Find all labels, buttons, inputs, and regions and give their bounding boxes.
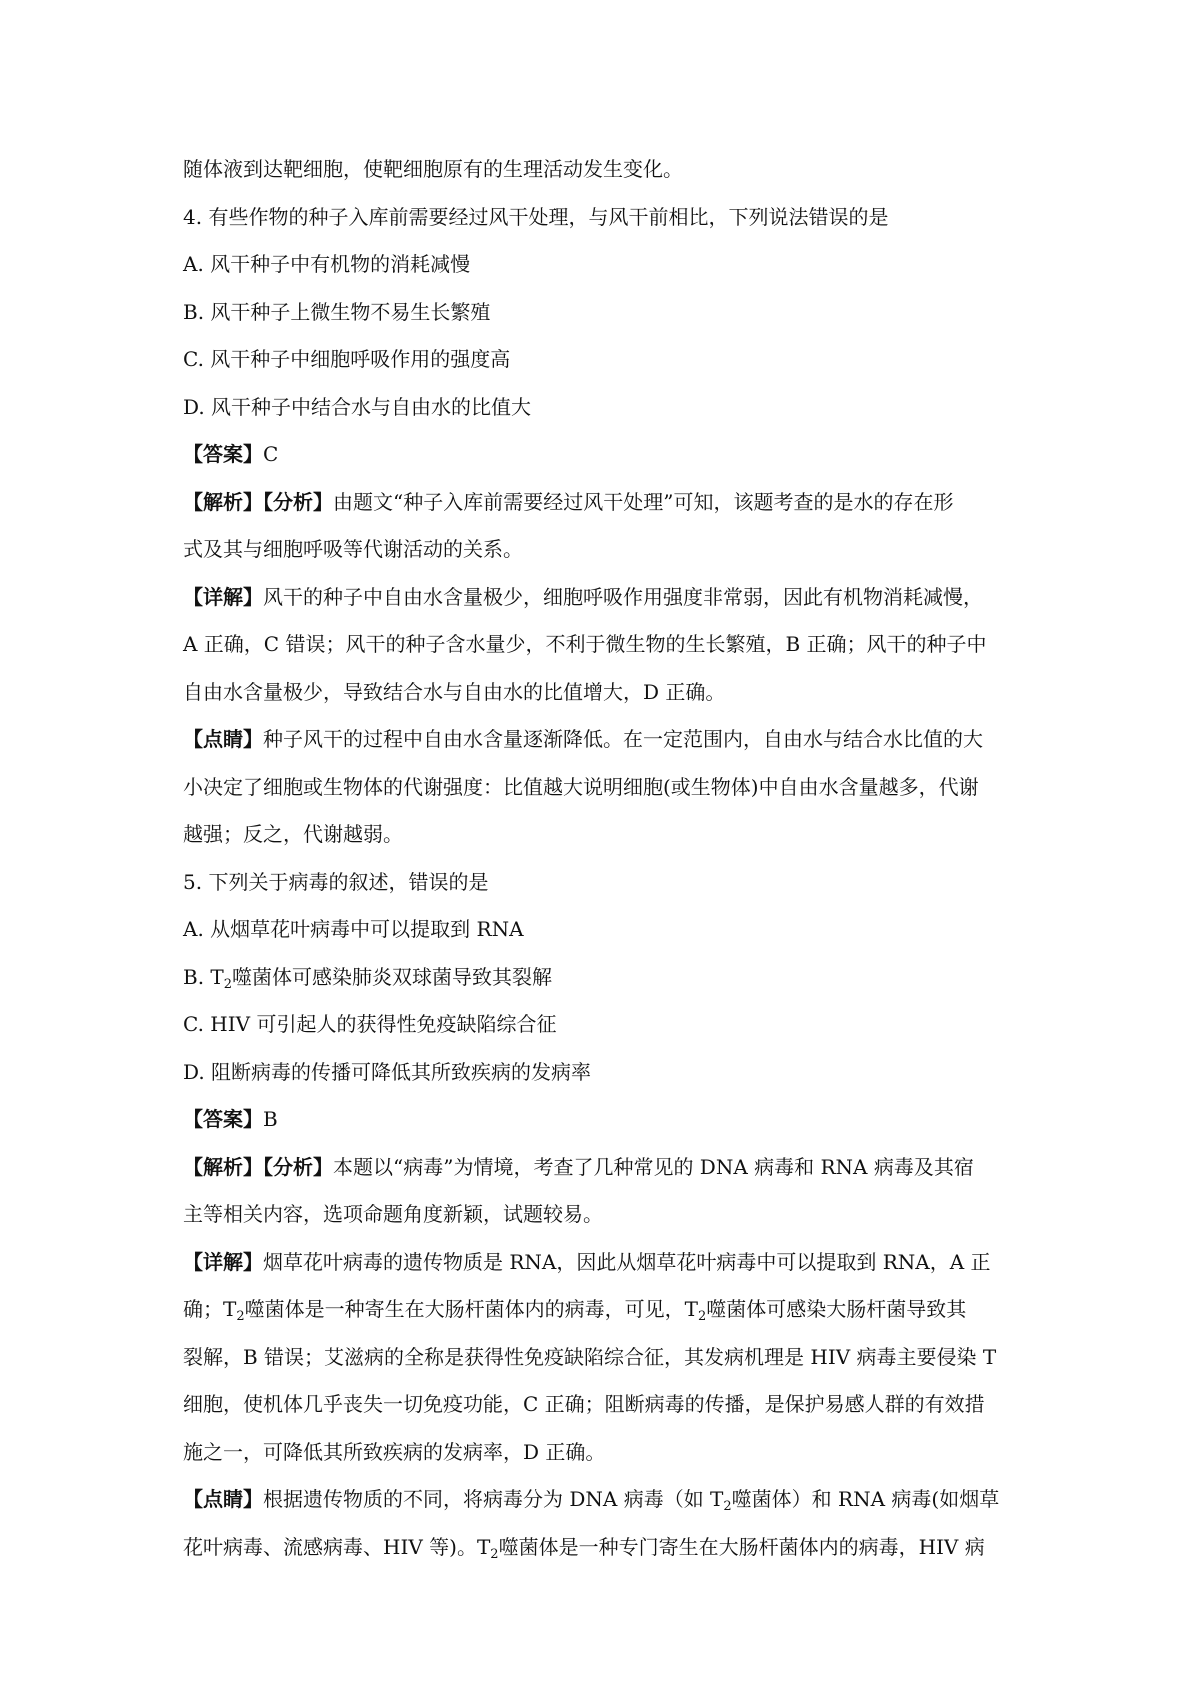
detail-text: 风干的种子中自由水含量极少，细胞呼吸作用强度非常弱，因此有机物消耗减慢， [263,584,983,609]
detail-text-c: 噬菌体可感染大肠杆菌导致其 [706,1297,967,1321]
answer-tag: 【答案】 [183,442,263,466]
detail-text: 烟草花叶病毒的遗传物质是 RNA，因此从烟草花叶病毒中可以提取到 RNA，A 正 [263,1249,991,1274]
note-tag: 【点睛】 [183,1487,263,1511]
question-5-option-d: D. 阻断病毒的传播可降低其所致疾病的发病率 [183,1059,592,1084]
answer-tag: 【答案】 [183,1107,263,1131]
subscript: 2 [697,1309,707,1324]
question-5-stem: 5. 下列关于病毒的叙述，错误的是 [183,869,489,894]
question-4-option-c: C. 风干种子中细胞呼吸作用的强度高 [183,347,511,371]
carry-over-line: 随体液到达靶细胞，使靶细胞原有的生理活动发生变化。 [183,157,683,181]
question-5-detail-line-5: 施之一，可降低其所致疾病的发病率，D 正确。 [183,1439,606,1464]
question-4-answer [183,431,1023,479]
question-4-option-a: A. 风干种子中有机物的消耗减慢 [183,252,471,276]
question-5-option-a: A. 从烟草花叶病毒中可以提取到 RNA [183,917,524,941]
question-5-note-line-2 [183,1524,1023,1572]
answer-value: C [263,442,279,466]
question-4-analysis-line-2: 式及其与细胞呼吸等代谢活动的关系。 [183,537,523,561]
note-text: 种子风干的过程中自由水含量逐渐降低。在一定范围内，自由水与结合水比值的大 [263,727,983,751]
note-tag: 【点睛】 [183,727,263,751]
question-5-note-line-1 [183,1476,1023,1524]
note-text-b: 噬菌体）和 RNA 病毒(如烟草 [731,1487,1000,1511]
question-4-detail-line-2: A 正确，C 错误；风干的种子含水量少，不利于微生物的生长繁殖，B 正确；风干的种子中 [183,632,987,656]
question-4-note-line-1 [183,716,1023,764]
detail-text-b: 噬菌体是一种寄生在大肠杆菌体内的病毒，可见，T [244,1297,698,1321]
question-5-option-c: C. HIV 可引起人的获得性免疫缺陷综合征 [183,1012,557,1036]
detail-text-a: 确；T [183,1297,237,1321]
question-4-analysis-line-1 [183,479,1023,527]
option-b-text: 噬菌体可感染肺炎双球菌导致其裂解 [232,964,553,989]
question-4-option-b: B. 风干种子上微生物不易生长繁殖 [183,299,491,324]
analysis-tag: 【解析】【分析】 [183,1154,333,1179]
subscript: 2 [236,1309,245,1324]
question-5-analysis-line-1 [183,1144,1023,1192]
question-4-stem: 4. 有些作物的种子入库前需要经过风干处理，与风干前相比，下列说法错误的是 [183,204,889,229]
option-b-prefix: B. T [183,964,224,989]
subscript: 2 [723,1499,732,1514]
question-5-option-b [183,954,1023,1002]
note-text-a: 根据遗传物质的不同，将病毒分为 DNA 病毒（如 T [263,1487,724,1511]
detail-tag: 【详解】 [183,584,263,609]
detail-tag: 【详解】 [183,1249,263,1274]
note-text-a: 花叶病毒、流感病毒、HIV 等)。T [183,1534,491,1559]
subscript: 2 [223,976,233,992]
note-text-b: 噬菌体是一种专门寄生在大肠杆菌体内的病毒，HIV 病 [498,1534,985,1559]
question-4-option-d: D. 风干种子中结合水与自由水的比值大 [183,394,532,419]
analysis-tag: 【解析】【分析】 [183,489,333,514]
question-4-note-line-2: 小决定了细胞或生物体的代谢强度：比值越大说明细胞(或生物体)中自由水含量越多，代谢 [183,774,979,799]
question-5-detail-line-4: 细胞，使机体几乎丧失一切免疫功能，C 正确；阻断病毒的传播，是保护易感人群的有效措 [183,1392,985,1416]
question-5-detail-line-3: 裂解，B 错误；艾滋病的全称是获得性免疫缺陷综合征，其发病机理是 HIV 病毒主要侵染 T [183,1344,997,1369]
question-4-note-line-3: 越强；反之，代谢越弱。 [183,822,403,846]
question-4-detail-line-3: 自由水含量极少，导致结合水与自由水的比值增大，D 正确。 [183,679,726,704]
answer-value: B [263,1107,278,1131]
question-4-detail-line-1 [183,574,1023,622]
analysis-text: 本题以“病毒”为情境，考查了几种常见的 DNA 病毒和 RNA 病毒及其宿 [333,1154,974,1179]
subscript: 2 [490,1546,499,1562]
question-5-detail-line-1 [183,1239,1023,1287]
document-page [183,146,1023,1571]
question-5-detail-line-2 [183,1286,1023,1334]
question-5-analysis-line-2: 主等相关内容，选项命题角度新颖，试题较易。 [183,1202,603,1226]
question-5-answer [183,1096,1023,1144]
analysis-text: 由题文“种子入库前需要经过风干处理”可知，该题考查的是水的存在形 [333,489,954,514]
